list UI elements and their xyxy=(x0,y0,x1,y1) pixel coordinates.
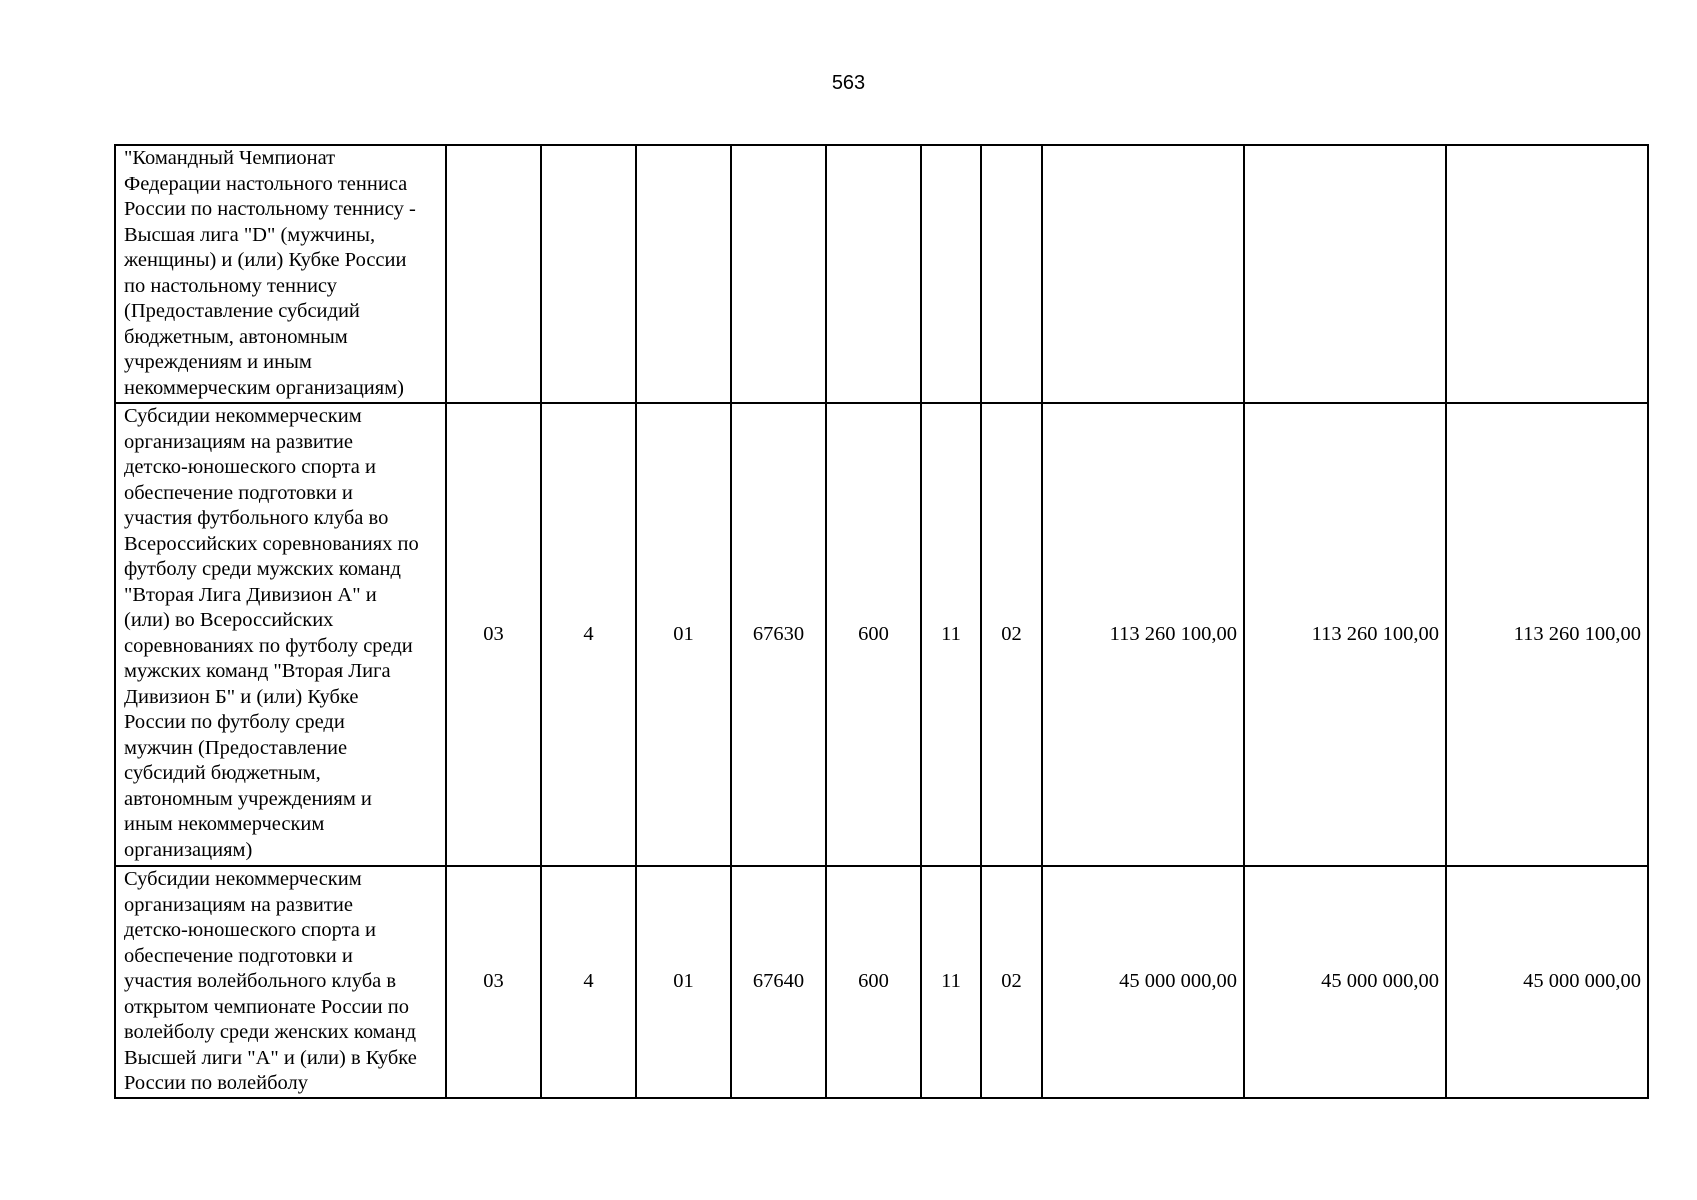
subsection-code: 02 xyxy=(981,403,1042,866)
program-code: 4 xyxy=(541,403,636,866)
expense-type-code: 600 xyxy=(826,403,921,866)
amount-year-2: 113 260 100,00 xyxy=(1244,403,1446,866)
chapter-code: 11 xyxy=(921,866,981,1098)
table-row xyxy=(115,866,1648,1098)
program-code xyxy=(541,145,636,403)
amount-year-3: 45 000 000,00 xyxy=(1446,866,1648,1098)
section-code xyxy=(446,145,541,403)
program-code: 4 xyxy=(541,866,636,1098)
direction-code xyxy=(731,145,826,403)
budget-table xyxy=(114,144,1649,1099)
subprogram-code: 01 xyxy=(636,866,731,1098)
subprogram-code: 01 xyxy=(636,403,731,866)
row-description: Субсидии некоммерческим организациям на развитие детско-юношеского спорта и обеспечение подготовки и участия футбольного клуба во Всероссийских соревнованиях по футболу среди мужских команд "Вторая Лига Дивизион А" и (или) во Всероссийских соревнованиях по футболу среди мужских команд "Вторая Лига Дивизион Б" и (или) Кубке России по футболу среди мужчин (Предоставление субсидий бюджетным, автономным учреждениям и иным некоммерческим организациям) xyxy=(115,403,446,866)
amount-year-2: 45 000 000,00 xyxy=(1244,866,1446,1098)
amount-year-2 xyxy=(1244,145,1446,403)
amount-year-1: 45 000 000,00 xyxy=(1042,866,1244,1098)
subsection-code xyxy=(981,145,1042,403)
chapter-code xyxy=(921,145,981,403)
amount-year-3 xyxy=(1446,145,1648,403)
row-description: Субсидии некоммерческим организациям на развитие детско-юношеского спорта и обеспечение подготовки и участия волейбольного клуба в открытом чемпионате России по волейболу среди женских команд Высшей лиги "А" и (или) в Кубке России по волейболу xyxy=(115,866,446,1098)
amount-year-3: 113 260 100,00 xyxy=(1446,403,1648,866)
chapter-code: 11 xyxy=(921,403,981,866)
direction-code: 67630 xyxy=(731,403,826,866)
section-code: 03 xyxy=(446,403,541,866)
amount-year-1: 113 260 100,00 xyxy=(1042,403,1244,866)
row-description: "Командный Чемпионат Федерации настольного тенниса России по настольному теннису - Высшая лига "D" (мужчины, женщины) и (или) Кубке России по настольному теннису (Предоставление субсидий бюджетным, автономным учреждениям и иным некоммерческим организациям) xyxy=(115,145,446,403)
subprogram-code xyxy=(636,145,731,403)
table-row xyxy=(115,145,1648,403)
amount-year-1 xyxy=(1042,145,1244,403)
direction-code: 67640 xyxy=(731,866,826,1098)
page-number: 563 xyxy=(831,72,866,94)
table-row xyxy=(115,403,1648,866)
expense-type-code xyxy=(826,145,921,403)
expense-type-code: 600 xyxy=(826,866,921,1098)
subsection-code: 02 xyxy=(981,866,1042,1098)
section-code: 03 xyxy=(446,866,541,1098)
